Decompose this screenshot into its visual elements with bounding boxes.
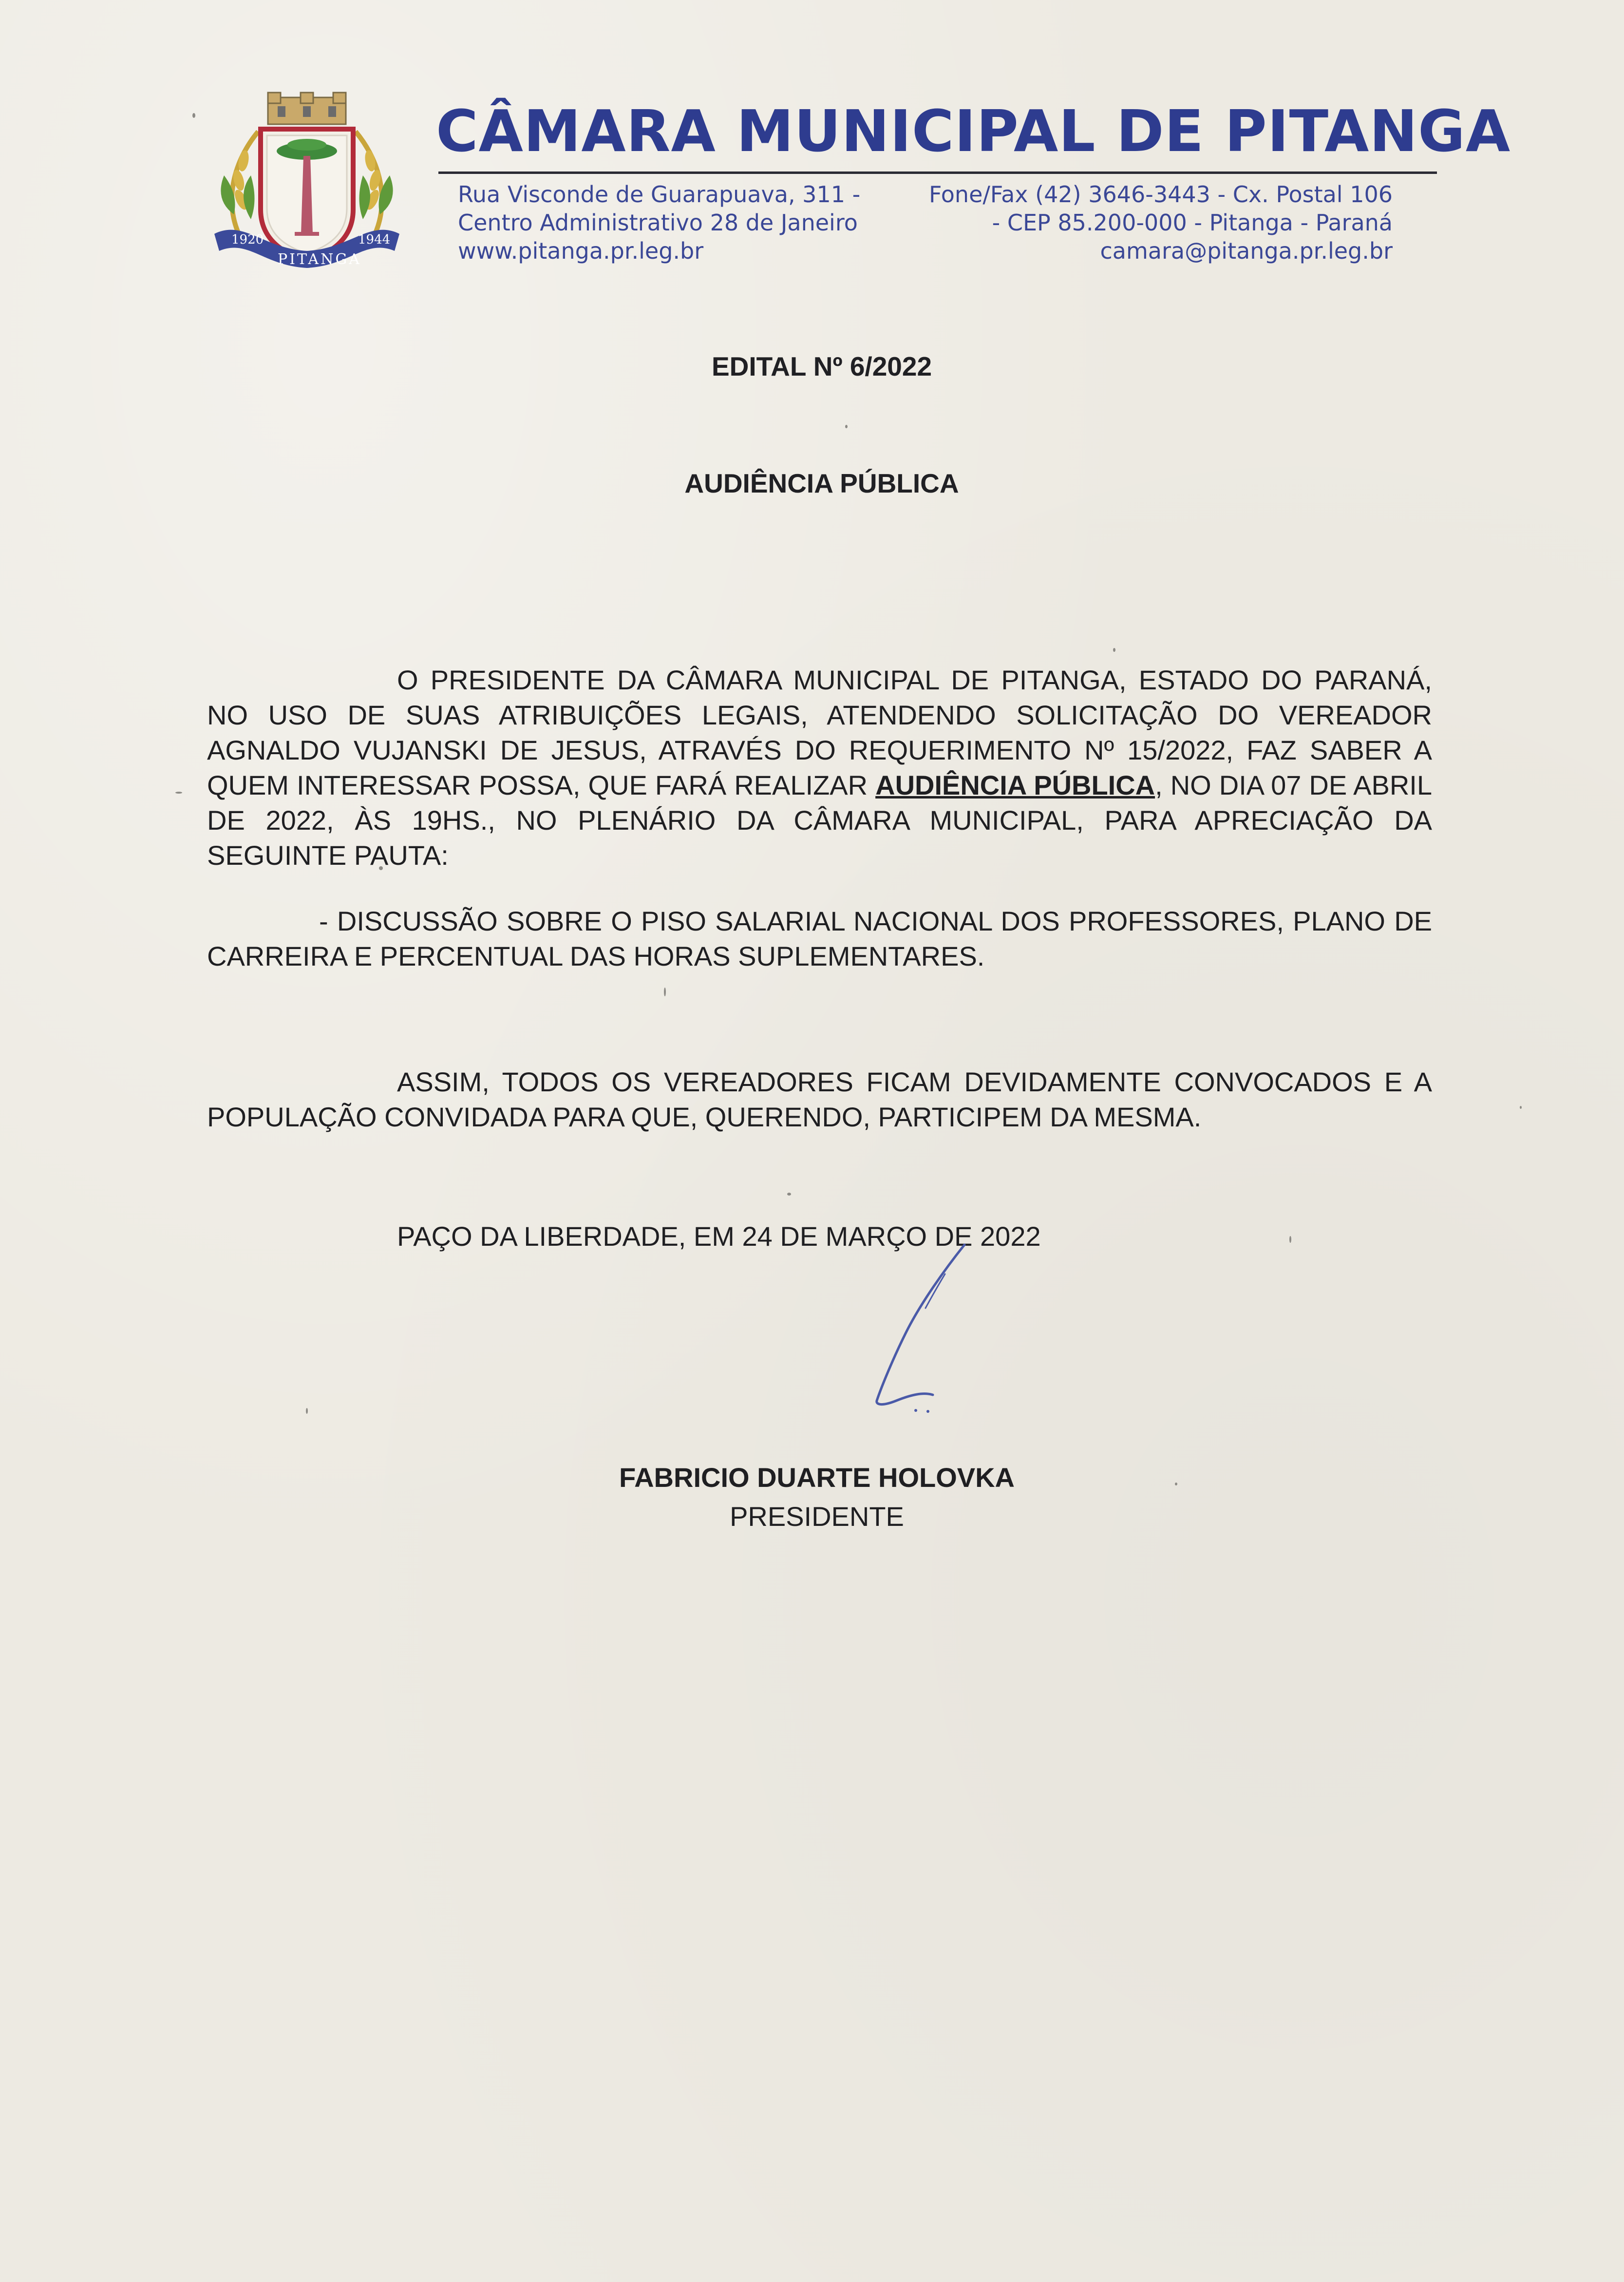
paper-speck xyxy=(306,1408,308,1414)
email-link[interactable]: camara@pitanga.pr.leg.br xyxy=(1100,238,1393,264)
address-line-2-left: Centro Administrativo 28 de Janeiro xyxy=(458,209,858,236)
document-subject: AUDIÊNCIA PÚBLICA xyxy=(684,468,959,498)
paper-speck xyxy=(1113,648,1115,652)
header-divider xyxy=(438,171,1437,174)
paper-speck xyxy=(787,1193,791,1196)
edital-number: EDITAL Nº 6/2022 xyxy=(711,351,932,381)
address-line-1-right: Fone/Fax (42) 3646-3443 - Cx. Postal 106 xyxy=(928,181,1393,208)
crest-banner: PITANGA xyxy=(278,251,361,268)
crest-year-left: 1920 xyxy=(231,232,264,247)
agenda-paragraph xyxy=(207,904,1432,974)
paper-speck xyxy=(192,113,195,118)
announcement-emphasis: AUDIÊNCIA PÚBLICA xyxy=(875,770,1155,800)
paper-speck xyxy=(1289,1236,1291,1243)
announcement-text-end: , NO DIA 07 DE ABRIL DE 2022, ÀS 19HS., NO PLENÁRIO DA CÂMARA MUNICIPAL, PARA APRECIAÇÃO DA SEGUINTE PAUTA: xyxy=(207,770,1433,871)
agenda-item: - DISCUSSÃO SOBRE O PISO SALARIAL NACIONAL DOS PROFESSORES, PLANO DE CARREIRA E PERCENTUAL DAS HORAS SUPLEMENTARES. xyxy=(207,906,1432,971)
address-line-1-left: Rua Visconde de Guarapuava, 311 - xyxy=(458,181,861,208)
place-and-date: PAÇO DA LIBERDADE, EM 24 DE MARÇO DE 2022 xyxy=(397,1221,1041,1252)
signer-name: FABRICIO DUARTE HOLOVKA xyxy=(619,1462,1015,1493)
institution-title: CÂMARA MUNICIPAL DE PITANGA xyxy=(436,97,1511,165)
paper-speck xyxy=(845,425,848,428)
website-link[interactable]: www.pitanga.pr.leg.br xyxy=(458,238,704,264)
convocation-text: ASSIM, TODOS OS VEREADORES FICAM DEVIDAMENTE CONVOCADOS E A POPULAÇÃO CONVIDADA PARA QUE, QUERENDO, PARTICIPEM DA MESMA. xyxy=(207,1066,1432,1132)
paper-speck xyxy=(175,792,182,794)
signer-role: PRESIDENTE xyxy=(730,1501,904,1532)
municipal-coat-of-arms-icon xyxy=(205,88,409,292)
convocation-paragraph xyxy=(207,1065,1432,1135)
announcement-paragraph xyxy=(207,663,1432,873)
paper-speck xyxy=(1520,1106,1522,1109)
paper-speck xyxy=(664,988,666,996)
announcement-text-start: O PRESIDENTE DA CÂMARA MUNICIPAL DE PITANGA, ESTADO DO PARANÁ, NO USO DE SUAS ATRIBUIÇÕES LEGAIS, ATENDENDO SOLICITAÇÃO DO VEREADOR AGNALDO VUJANSKI DE JESUS, ATRAVÉS DO REQUERIMENTO Nº 15/2022, FAZ SABER A QUEM INTERESSAR POSSA, QUE FARÁ REALIZAR xyxy=(207,665,1432,800)
crest-year-right: 1944 xyxy=(358,232,391,247)
address-line-2-right: - CEP 85.200-000 - Pitanga - Paraná xyxy=(992,209,1393,236)
handwritten-signature-icon xyxy=(848,1240,984,1415)
